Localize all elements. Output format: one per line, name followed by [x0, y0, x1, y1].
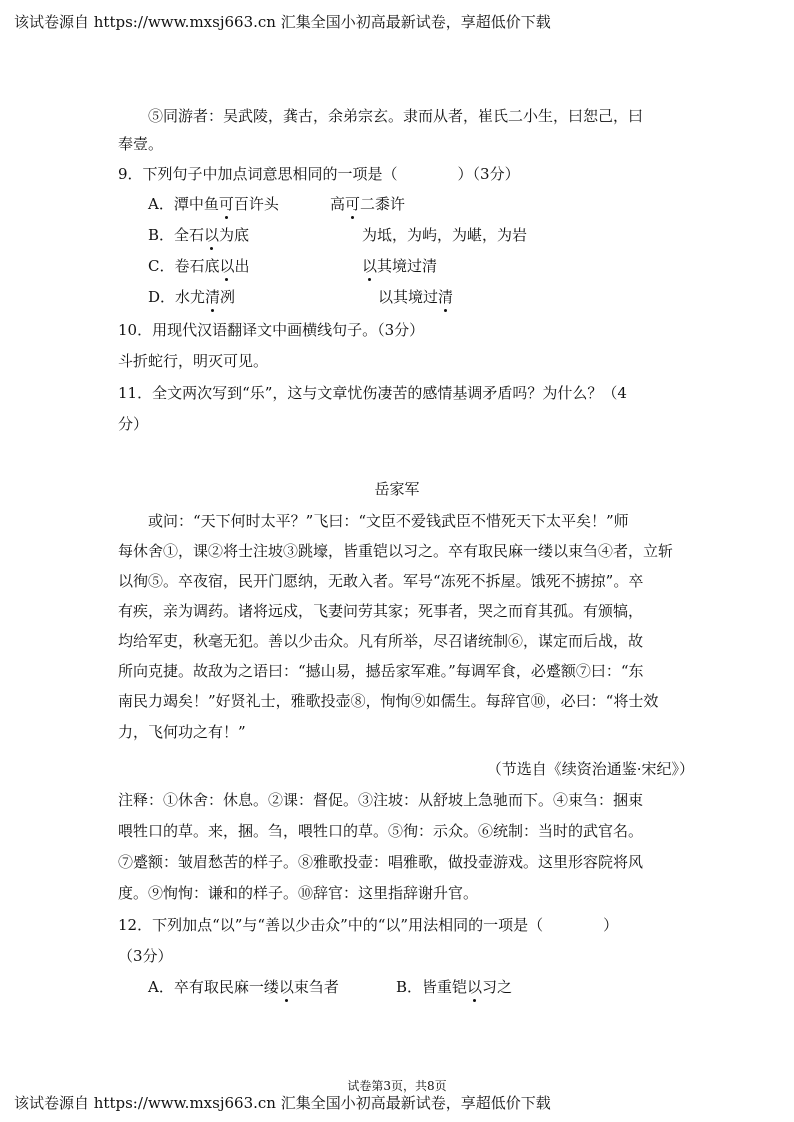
- question-10-sentence: 斗折蛇行，明灭可见。: [118, 352, 269, 370]
- q9-c-right-dotted-word: 以: [362, 257, 378, 275]
- q9-d-right-pre: 以其境过: [378, 288, 439, 306]
- q9-c-left-dotted-word: 以: [219, 257, 235, 275]
- q9-option-b-left: [148, 225, 249, 245]
- q9-d-right-dotted-word: 清: [438, 288, 454, 306]
- q9-option-a-left: [148, 194, 279, 214]
- notes-line: ⑦蹙额：皱眉愁苦的样子。⑧雅歌投壶：唱雅歌，做投壶游戏。这里形容院将风: [118, 853, 644, 871]
- question-12-line-2: （3分）: [118, 947, 173, 965]
- passage-line: 南民力竭矣！”好贤礼士，雅歌投壶⑧，恂恂⑨如儒生。每辞官⑩，必曰：“将士效: [118, 692, 659, 710]
- q9-a-left-post: 百许头: [233, 195, 279, 213]
- passage-title: 岳家军: [374, 480, 420, 498]
- q12-b-dotted-word: 以: [467, 978, 483, 996]
- question-9-stem: 9．下列句子中加点词意思相同的一项是（ ）（3分）: [118, 165, 520, 183]
- q9-option-c-left: [148, 256, 250, 276]
- q9-option-d-right: [378, 287, 453, 307]
- q9-a-right-dotted-word: 可: [345, 195, 361, 213]
- question-11-line-2: 分）: [118, 415, 149, 433]
- question-11-line-1: 11．全文两次写到“乐”，这与文章忧伤凄苦的感情基调矛盾吗？为什么？（4: [118, 384, 627, 402]
- source-footer: 该试卷源自 https://www.mxsj663.cn 汇集全国小初高最新试卷，享超低价下载: [14, 1094, 551, 1112]
- q9-d-left-dotted-word: 清: [205, 288, 221, 306]
- q9-a-left-pre: A．潭中鱼: [148, 195, 219, 213]
- q12-a-post: 束刍者: [293, 978, 339, 996]
- passage-line: 力，飞何功之有！”: [118, 723, 246, 741]
- passage-line: 所向克捷。故敌为之语曰：“撼山易，撼岳家军难。”每调军食，必蹙额⑦曰：“东: [118, 662, 644, 680]
- page-number: 试卷第3页，共8页: [347, 1079, 447, 1093]
- notes-line: 喂牲口的草。来，捆。刍，喂牲口的草。⑤徇：示众。⑥统制：当时的武官名。: [118, 822, 644, 840]
- q12-a-pre: A．卒有取民麻一缕: [148, 978, 279, 996]
- q12-b-pre: B．皆重铠: [396, 978, 468, 996]
- q12-b-post: 习之: [482, 978, 513, 996]
- notes-line: 度。⑨恂恂：谦和的样子。⑩辞官：这里指辞谢升官。: [118, 884, 479, 902]
- note-5-line-2: 奉壹。: [118, 135, 164, 153]
- source-header: 该试卷源自 https://www.mxsj663.cn 汇集全国小初高最新试卷，享超低价下载: [14, 13, 551, 31]
- q12-option-b: [396, 977, 512, 997]
- q9-option-c-right: [362, 256, 437, 276]
- q9-c-left-post: 出: [234, 257, 250, 275]
- q9-option-a-right: [330, 194, 405, 214]
- q9-c-left-pre: C．卷石底: [148, 257, 220, 275]
- passage-line: 有疾，亲为调药。诸将远戍，飞妻问劳其家；死事者，哭之而育其孤。有颁犒，: [118, 602, 644, 620]
- passage-line: 均给军吏，秋毫无犯。善以少击众。凡有所举，尽召诸统制⑥，谋定而后战，故: [118, 632, 644, 650]
- q9-a-left-dotted-word: 可: [218, 195, 234, 213]
- q9-b-left-dotted-word: 以: [204, 226, 220, 244]
- q12-option-a: [148, 977, 339, 997]
- passage-line: 以徇⑤。卒夜宿，民开门愿纳，无敢入者。军号“冻死不拆屋。饿死不掳掠”。卒: [118, 572, 644, 590]
- q9-option-d-left: [148, 287, 235, 307]
- q9-b-left-pre: B．全石: [148, 226, 205, 244]
- q9-d-left-post: 冽: [220, 288, 236, 306]
- passage-line: 每休舍①，课②将士注坡③跳壕，皆重铠以习之。卒有取民麻一缕以束刍④者，立斩: [118, 542, 674, 560]
- q9-a-right-post: 二黍许: [360, 195, 406, 213]
- question-10-stem: 10．用现代汉语翻译文中画横线句子。（3分）: [118, 321, 425, 339]
- q9-a-right-pre: 高: [330, 195, 346, 213]
- q9-d-left-pre: D．水尤: [148, 288, 206, 306]
- q12-a-dotted-word: 以: [278, 978, 294, 996]
- notes-line: 注释：①休舍：休息。②课：督促。③注坡：从舒坡上急驰而下。④束刍：捆束: [118, 791, 644, 809]
- q9-b-left-post: 为底: [219, 226, 250, 244]
- note-5-line-1: ⑤同游者：吴武陵，龚古，余弟宗玄。隶而从者，崔氏二小生，曰恕己，曰: [148, 107, 644, 125]
- passage-source: （节选自《续资治通鉴·宋纪》）: [486, 760, 694, 778]
- passage-line: 或问：“天下何时太平？”飞曰：“文臣不爱钱武臣不惜死天下太平矣！”师: [148, 512, 629, 530]
- q9-c-right-post: 其境过清: [377, 257, 438, 275]
- question-12-line-1: 12．下列加点“以”与“善以少击众”中的“以”用法相同的一项是（ ）: [118, 916, 619, 934]
- q9-option-b-right: 为坻，为屿，为嵁，为岩: [362, 226, 528, 244]
